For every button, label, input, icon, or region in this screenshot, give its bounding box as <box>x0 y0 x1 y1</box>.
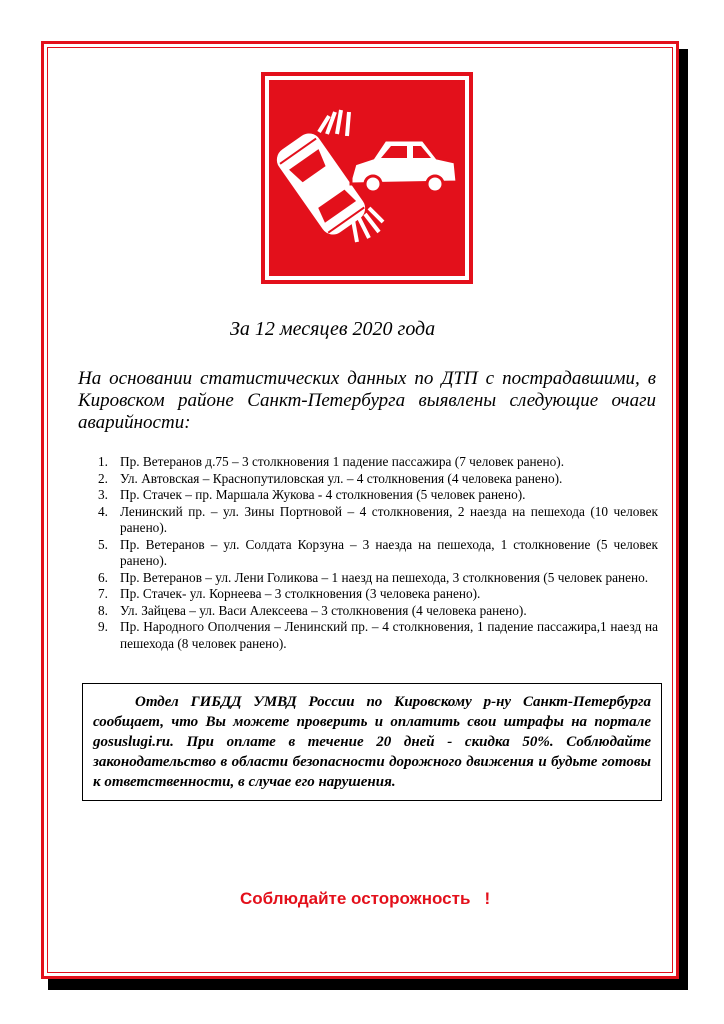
list-item <box>98 619 658 652</box>
list-item-number: 1. <box>98 454 108 469</box>
list-item-text: Пр. Ветеранов д.75 – 3 столкновения 1 падение пассажира (7 человек ранено). <box>120 454 565 469</box>
list-item-text: Ленинский пр. – ул. Зины Портновой – 4 столкновения, 2 наезда на пешехода (10 человек ранено). <box>120 503 658 535</box>
list-item <box>98 471 658 488</box>
list-item <box>98 570 658 587</box>
list-item-text: Пр. Стачек – пр. Маршала Жукова - 4 столкновения (5 человек ранено). <box>120 487 526 502</box>
list-item-number: 2. <box>98 470 108 486</box>
list-item-number: 5. <box>98 536 108 552</box>
list-item-text: Пр. Стачек- ул. Корнеева – 3 столкновения (3 человека ранено). <box>120 586 481 601</box>
period-heading: За 12 месяцев 2020 года <box>230 318 436 340</box>
gibdd-notice-box: Отдел ГИБДД УМВД России по Кировскому р-ну Санкт-Петербурга сообщает, что Вы можете проверить и оплатить свои штрафы на портале gosuslugi.ru. При оплате в течение 20 дней - скидка 50%. Соблюдайте законодательство в области безопасности дорожного движения и будьте готовы к ответственности, в случае его нарушения. <box>82 683 662 801</box>
list-item-text: Пр. Ветеранов – ул. Солдата Корзуна – 3 наезда на пешехода, 1 столкновение (5 человек ранено). <box>120 536 658 568</box>
list-item-number: 3. <box>98 487 108 502</box>
list-item-number: 7. <box>98 586 108 601</box>
list-item <box>98 603 658 620</box>
accident-spots-list <box>98 454 658 652</box>
list-item-number: 4. <box>98 503 108 519</box>
list-item-text: Ул. Автовская – Краснопутиловская ул. – 4 столкновения (4 человека ранено). <box>120 470 563 486</box>
list-item-number: 8. <box>98 602 108 618</box>
list-item-text: Ул. Зайцева – ул. Васи Алексеева – 3 столкновения (4 человека ранено). <box>120 602 527 618</box>
intro-paragraph: На основании статистических данных по ДТП с пострадавшими, в Кировском районе Санкт-Петербурга выявлены следующие очаги аварийности: <box>78 368 656 433</box>
list-item-text: Пр. Ветеранов – ул. Лени Голикова – 1 наезд на пешехода, 3 столкновения (5 человек ранено. <box>120 569 649 585</box>
list-item <box>98 537 658 570</box>
list-item-text: Пр. Народного Ополчения – Ленинский пр. – 4 столкновения, 1 падение пассажира,1 наезд на пешехода (8 человек ранено). <box>120 619 658 651</box>
list-item-number: 9. <box>98 619 108 634</box>
caution-slogan: Соблюдайте осторожность ! <box>240 889 491 908</box>
list-item <box>98 454 658 471</box>
list-item-number: 6. <box>98 569 108 585</box>
list-item <box>98 487 658 504</box>
list-item <box>98 504 658 537</box>
list-item <box>98 586 658 603</box>
car-collision-icon <box>261 72 473 284</box>
